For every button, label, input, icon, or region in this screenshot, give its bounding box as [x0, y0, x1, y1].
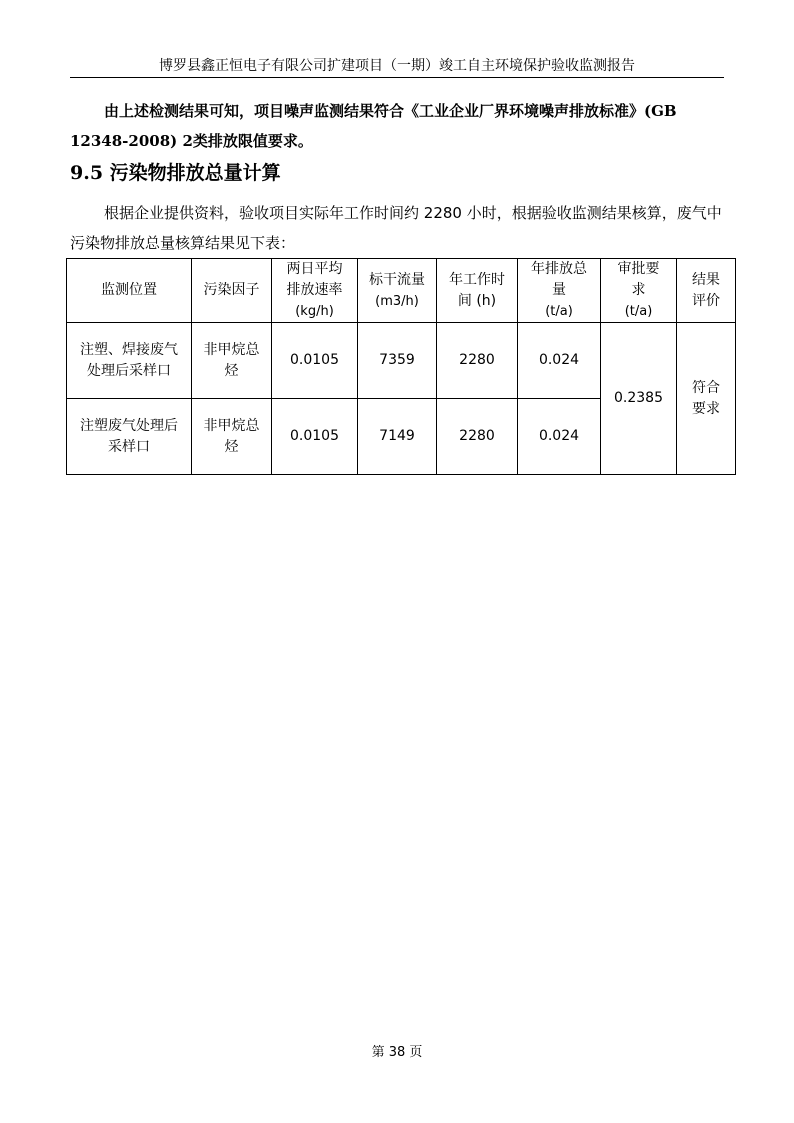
table-header-row — [67, 259, 736, 323]
intro-paragraph: 根据企业提供资料，验收项目实际年工作时间约 2280 小时，根据验收监测结果核算，废气中污染物排放总量核算结果见下表： — [70, 204, 722, 252]
header-emission-rate: 两日平均 排放速率 (kg/h) — [272, 259, 358, 323]
noise-conclusion-paragraph: 由上述检测结果可知，项目噪声监测结果符合《工业企业厂界环境噪声排放标准》(GB 12348-2008) 2类排放限值要求。 — [70, 102, 677, 150]
page-number: 第 38 页 — [371, 1045, 423, 1060]
cell-flow: 7149 — [358, 399, 437, 475]
cell-result: 符合 要求 — [677, 323, 736, 475]
cell-rate: 0.0105 — [272, 323, 358, 399]
header-divider — [70, 77, 724, 78]
cell-pollutant: 非甲烷总 烃 — [192, 399, 272, 475]
header-approved-limit: 审批要 求 (t/a) — [601, 259, 677, 323]
cell-hours: 2280 — [437, 323, 518, 399]
cell-approved: 0.2385 — [601, 323, 677, 475]
table-row — [67, 323, 736, 399]
cell-total: 0.024 — [518, 399, 601, 475]
cell-location: 注塑、焊接废气 处理后采样口 — [67, 323, 192, 399]
header-flow: 标干流量 (m3/h) — [358, 259, 437, 323]
cell-pollutant: 非甲烷总 烃 — [192, 323, 272, 399]
cell-flow: 7359 — [358, 323, 437, 399]
cell-rate: 0.0105 — [272, 399, 358, 475]
header-annual-total: 年排放总 量 (t/a) — [518, 259, 601, 323]
report-header: 博罗县鑫正恒电子有限公司扩建项目（一期）竣工自主环境保护验收监测报告 — [159, 58, 635, 74]
header-work-hours: 年工作时 间 (h) — [437, 259, 518, 323]
cell-location: 注塑废气处理后 采样口 — [67, 399, 192, 475]
header-result: 结果 评价 — [677, 259, 736, 323]
header-pollutant: 污染因子 — [192, 259, 272, 323]
header-location: 监测位置 — [67, 259, 192, 323]
section-heading: 9.5 污染物排放总量计算 — [70, 162, 281, 184]
cell-total: 0.024 — [518, 323, 601, 399]
cell-hours: 2280 — [437, 399, 518, 475]
emission-total-table — [66, 258, 736, 475]
